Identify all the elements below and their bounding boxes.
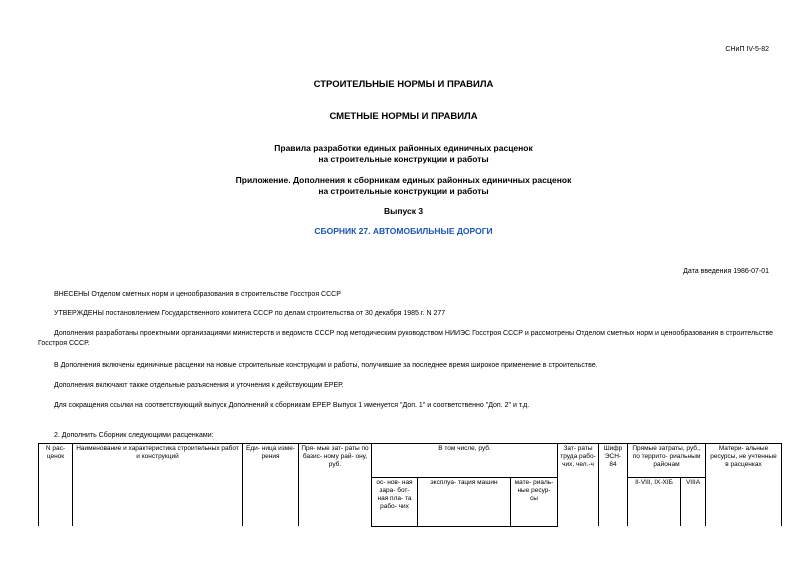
header-including: В том числе, руб. <box>372 444 558 478</box>
header-district-a: II-VIII, IX-XIБ <box>628 478 681 526</box>
header-unit: Еди- ница изме- рения <box>243 444 299 527</box>
document-code: СНиП IV-5-82 <box>725 46 769 53</box>
collection-link[interactable]: СБОРНИК 27. АВТОМОБИЛЬНЫЕ ДОРОГИ <box>314 226 493 236</box>
header-direct-costs: Пря- мые зат- раты по базис- ному рай- ону, руб. <box>299 444 372 527</box>
rules-title <box>0 143 807 165</box>
paragraph-introduced: ВНЕСЕНЫ Отделом сметных норм и ценообразования в строительстве Госстроя СССР <box>54 291 341 298</box>
header-base-wage: ос- нов- ная зара- бот- ная пла- та рабо- чих <box>372 478 418 526</box>
appendix-title <box>0 175 807 197</box>
paragraph-abbreviations: Для сокращения ссылки на соответствующий выпуск Дополнений к сборникам ЕРЕР Выпуск 1 именуется "Доп. 1" и соответственно "Доп. 2" и т.д. <box>54 402 530 409</box>
rates-table <box>38 443 782 527</box>
title-sub: СМЕТНЫЕ НОРМЫ И ПРАВИЛА <box>329 111 478 122</box>
title-main: СТРОИТЕЛЬНЫЕ НОРМЫ И ПРАВИЛА <box>313 79 494 90</box>
header-machines: эксплуа- тация машин <box>418 478 511 526</box>
header-work-name: Наименование и характеристика строительных работ и конструкций <box>73 444 243 527</box>
header-material-resources: Матери- альные ресурсы, не учтенные в расценках <box>706 444 782 527</box>
header-territorial-costs: Прямые затраты, руб., по террито- риальным районам <box>628 444 706 478</box>
header-district-b: VIIIA <box>681 478 706 526</box>
header-materials: мате- риаль- ные ресур- сы <box>511 478 558 526</box>
table-intro: 2. Дополнить Сборник следующими расценками: <box>54 432 214 439</box>
paragraph-developed: Дополнения разработаны проектными организациями министерств и ведомств СССР под методическим руководством НИИЭС Госстроя СССР и рассмотрены Отделом сметных норм и ценообразования в строительстве Госстроя СССР. <box>38 330 773 347</box>
rules-title-line2: на строительные конструкции и работы <box>318 154 489 164</box>
issue-number: Выпуск 3 <box>383 206 424 216</box>
paragraph-approved: УТВЕРЖДЕНЫ постановлением Государственного комитета СССР по делам строительства от 30 декабря 1985 г. N 277 <box>54 310 446 317</box>
appendix-title-line1: Приложение. Дополнения к сборникам единых районных единичных расценок <box>235 175 572 185</box>
rules-title-line1: Правила разработки единых районных единичных расценок <box>274 143 533 153</box>
header-labor-costs: Зат- раты труда рабо- чих, чел.-ч <box>558 444 599 527</box>
header-esn-cipher: Шифр ЭСН- 84 <box>599 444 628 527</box>
paragraph-included: В Дополнения включены единичные расценки на новые строительные конструкции и работы, получившие за последнее время широкое применение в строительстве. <box>54 362 598 369</box>
effective-date: Дата введения 1986-07-01 <box>683 268 769 275</box>
paragraph-clarifications: Дополнения включают также отдельные разъяснения и уточнения к действующим ЕРЕР. <box>54 382 344 389</box>
appendix-title-line2: на строительные конструкции и работы <box>318 186 489 196</box>
header-rate-number: N рас- ценок <box>39 444 73 527</box>
